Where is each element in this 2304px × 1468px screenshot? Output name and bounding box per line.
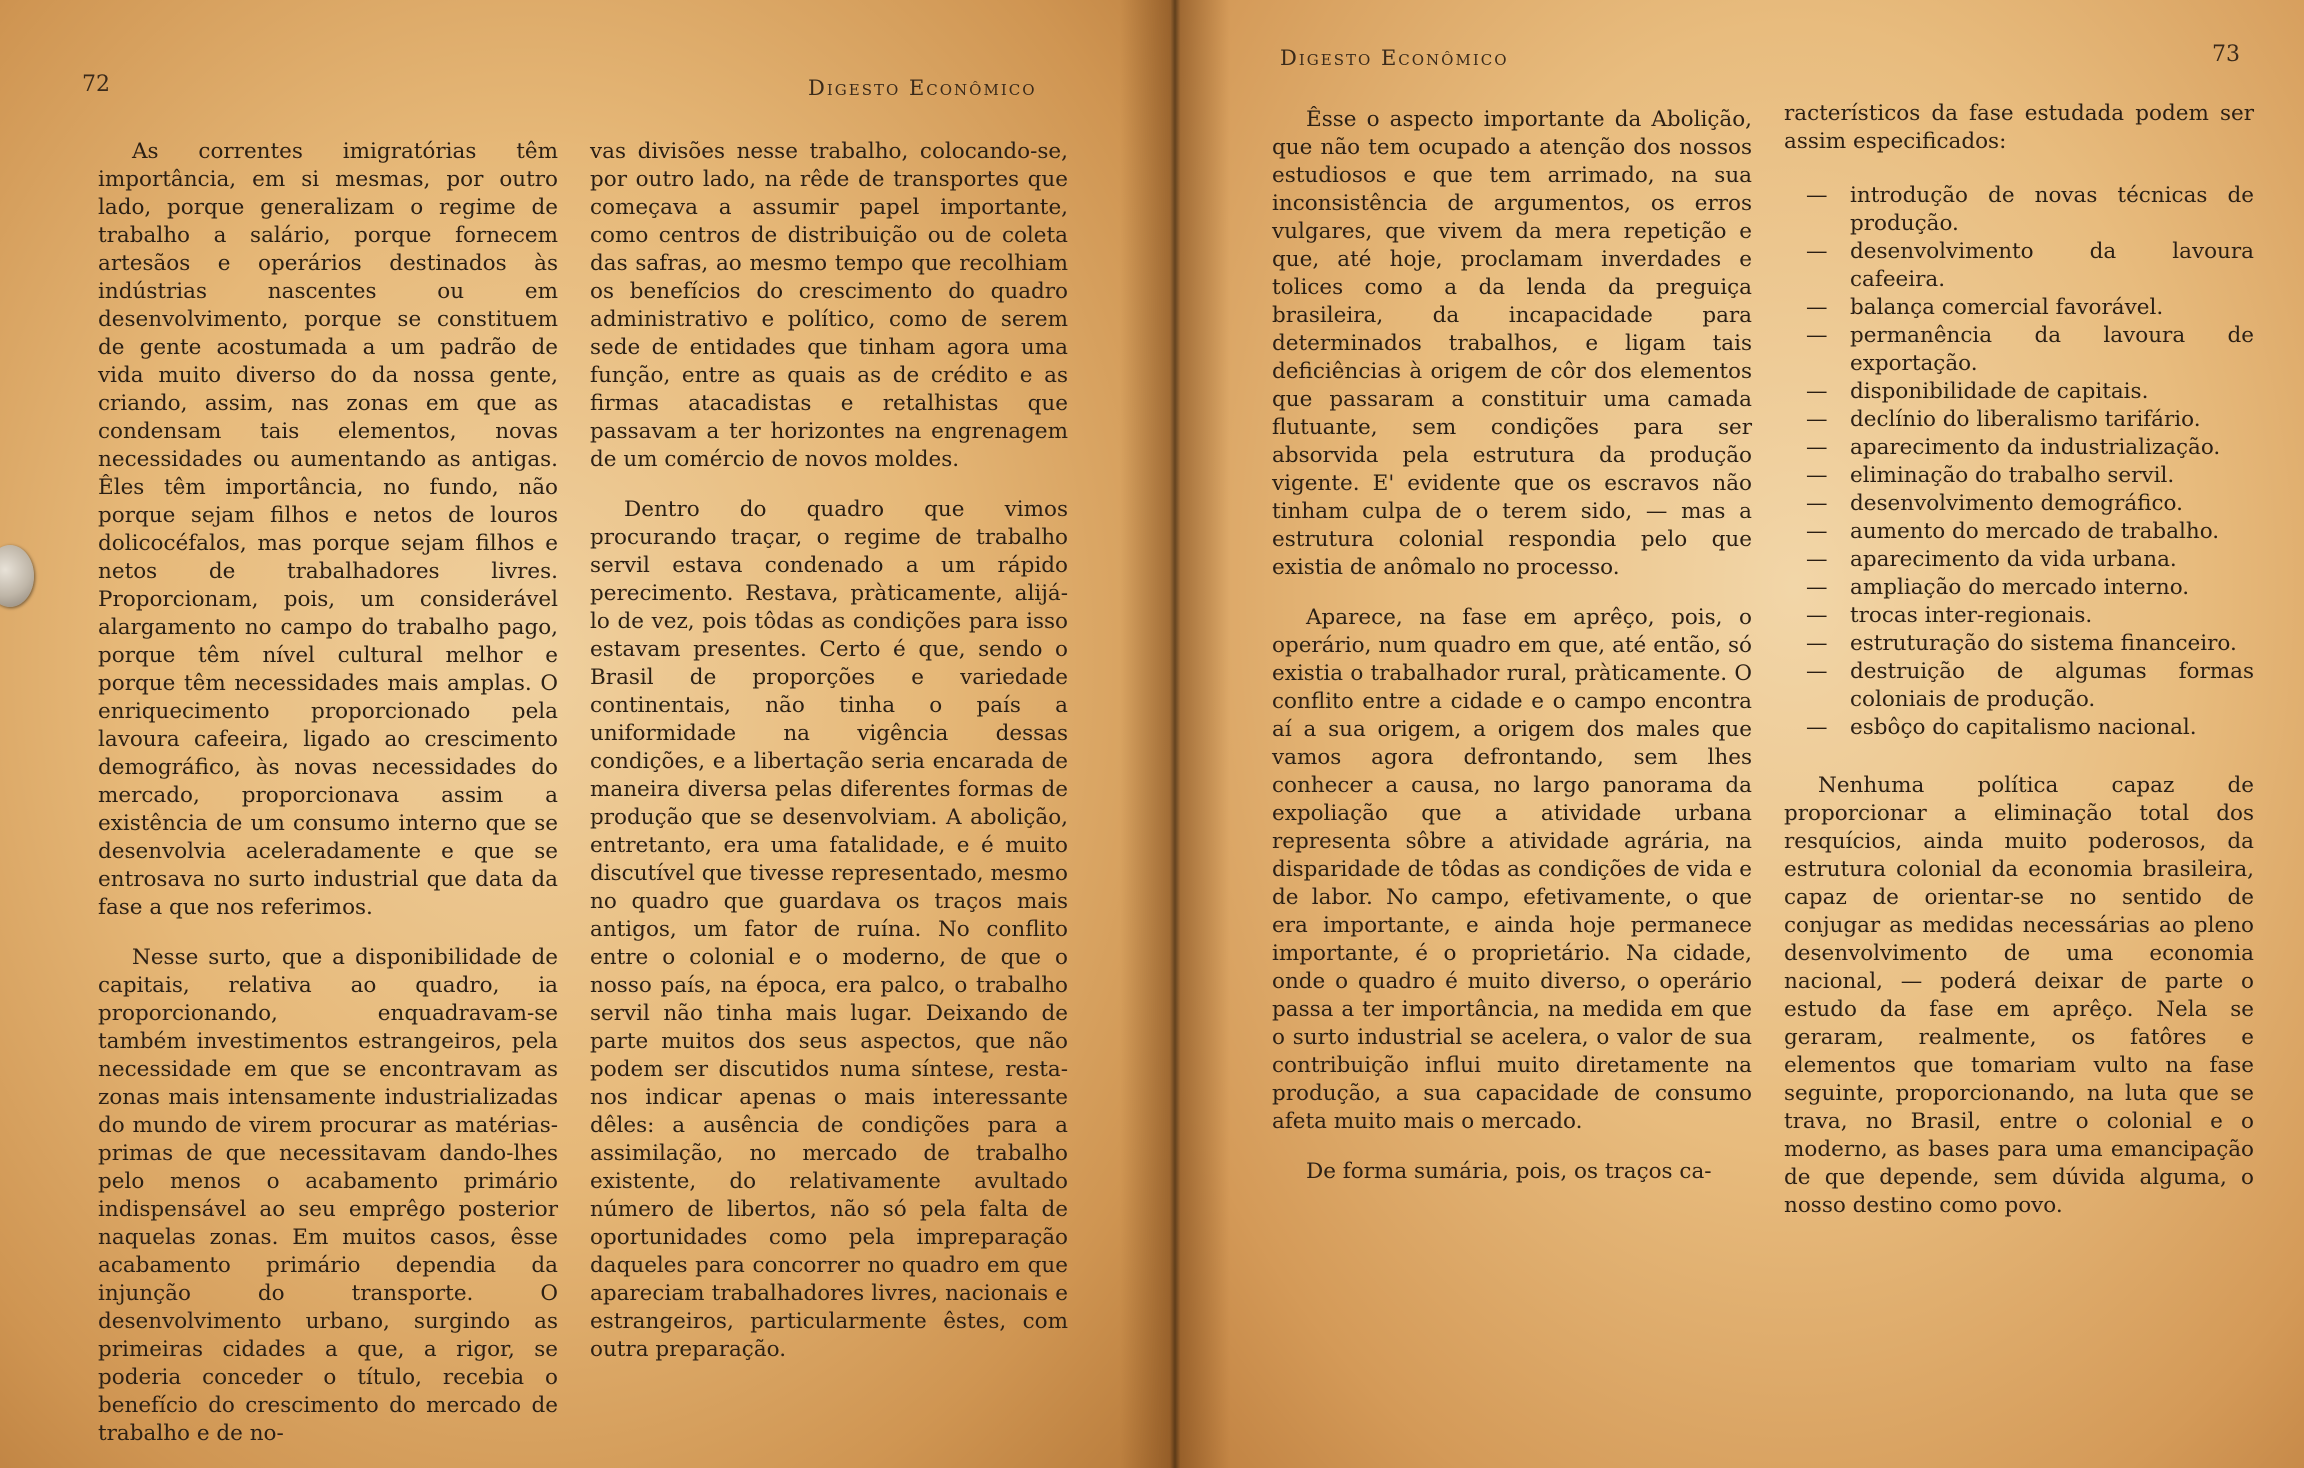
list-item: — introdução de novas técnicas de produção. [1784,182,2254,238]
list-item: — aparecimento da industrialização. [1784,434,2254,462]
paragraph: De forma sumária, pois, os traços ca- [1306,1159,1712,1184]
staple-icon [0,545,34,607]
list-item: — trocas inter-regionais. [1784,602,2254,630]
list-item: — balança comercial favorável. [1784,294,2254,322]
paragraph: vas divisões nesse trabalho, colocando-se, por outro lado, na rêde de transportes que começava a assumir papel importante, como centros de distribuição ou de coleta das safras, ao mesmo tempo que recolhiam os benefícios do crescimento do quadro administrativo e político, como de serem sede de entidades que tinham agora uma função, entre as quais as de crédito e as firmas atacadistas e retalhistas que passavam a ter horizontes na engrenagem de um comércio de novos moldes. [590,139,1068,472]
left-page-number: 72 [82,72,110,97]
characteristics-list [1784,182,2254,742]
paragraph: Aparece, na fase em aprêço, pois, o operário, num quadro em que, até então, só existia o trabalhador rural, pràticamente. O conflito entre a cidade e o campo encontra aí a sua origem, a origem dos males que vamos agora defrontando, sem lhes conhecer a causa, no largo panorama da expoliação que a atividade urbana representa sôbre a atividade agrária, na disparidade de tôdas as condições de vida e de labor. No campo, efetivamente, o que era importante, e ainda hoje permanece importante, é o proprietário. Na cidade, onde o quadro é muito diverso, o operário passa a ter importância, na medida em que o surto industrial se acelera, o valor de sua contribuição influi muito diretamente na produção, a sua capacidade de consumo afeta muito mais o mercado. [1272,605,1752,1134]
list-item: — aumento do mercado de trabalho. [1784,518,2254,546]
list-item: — declínio do liberalismo tarifário. [1784,406,2254,434]
list-item: — disponibilidade de capitais. [1784,378,2254,406]
paragraph: Nenhuma política capaz de proporcionar a eliminação total dos resquícios, ainda muito poderosos, da estrutura colonial da economia brasileira, capaz de orientar-se no sentido de conjugar as medidas necessárias ao pleno desenvolvimento de uma economia nacional, — poderá deixar de parte o estudo da fase em aprêço. Nela se geraram, realmente, os fatôres e elementos que tomariam vulto na fase seguinte, proporcionando, na luta que se trava, no Brasil, entre o colonial e o moderno, as bases para uma emancipação de que depende, sem dúvida alguma, o nosso destino como povo. [1784,773,2254,1218]
paragraph: Êsse o aspecto importante da Abolição, que não tem ocupado a atenção dos nossos estudiosos e que tem arrimado, na sua inconsistência de argumentos, os erros vulgares, que vivem da mera repetição e que, até hoje, proclamam inverdades e tolices como a da lenda da preguiça brasileira, da incapacidade para determinados trabalhos, e ligam tais deficiências à origem de côr dos elementos que passaram a constituir uma camada flutuante, sem condições para ser absorvida pela estrutura da produção vigente. E' evidente que os escravos não tinham culpa de o terem sido, — mas a estrutura colonial respondia pelo que existia de anômalo no processo. [1272,107,1752,580]
list-item: — permanência da lavoura de exportação. [1784,322,2254,378]
left-column-1 [98,138,558,1448]
list-item: — aparecimento da vida urbana. [1784,546,2254,574]
left-running-head: Digesto Econômico [808,76,1037,100]
right-column-2 [1784,100,2254,1220]
paragraph: Dentro do quadro que vimos procurando traçar, o regime de trabalho servil estava condenado a um rápido perecimento. Restava, pràticamente, alijá-lo de vez, pois tôdas as condições para isso estavam presentes. Certo é que, sendo o Brasil de proporções e variedade continentais, não tinha o país a uniformidade na vigência dessas condições, e a libertação seria encarada de maneira diversa pelas diferentes formas de produção que se desenvolviam. A abolição, entretanto, era uma fatalidade, e é muito discutível que tivesse representado, mesmo no quadro que guardava os traços mais antigos, um fator de ruína. No conflito entre o colonial e o moderno, de que o nosso país, na época, era palco, o trabalho servil não tinha mais lugar. Deixando de parte muitos dos seus aspectos, que não podem ser discutidos numa síntese, resta-nos indicar apenas o mais interessante dêles: a ausência de condições para a assimilação, no mercado de trabalho existente, do relativamente avultado número de libertos, não só pela falta de oportunidades como pela impreparação daqueles para concorrer no quadro em que apareciam trabalhadores livres, nacionais e estrangeiros, particularmente êstes, com outra preparação. [590,497,1068,1362]
right-running-head: Digesto Econômico [1280,46,1509,70]
list-item: — destruição de algumas formas coloniais de produção. [1784,658,2254,714]
list-item: — eliminação do trabalho servil. [1784,462,2254,490]
list-item: — desenvolvimento demográfico. [1784,490,2254,518]
right-column-1 [1272,106,1752,1186]
left-column-2 [590,138,1068,1364]
book-gutter [1120,0,1230,1468]
right-page-number: 73 [2212,42,2240,67]
list-item: — estruturação do sistema financeiro. [1784,630,2254,658]
list-item: — esbôço do capitalismo nacional. [1784,714,2254,742]
paragraph: Nesse surto, que a disponibilidade de capitais, relativa ao quadro, ia proporcionando, enquadravam-se também investimentos estrangeiros, pela necessidade em que se encontravam as zonas mais intensamente industrializadas do mundo de virem procurar as matérias-primas de que necessitavam dando-lhes pelo menos o acabamento primário indispensável ao seu emprêgo posterior naquelas zonas. Em muitos casos, êsse acabamento primário dependia da injunção do transporte. O desenvolvimento urbano, surgindo as primeiras cidades a que, a rigor, se poderia conceder o título, recebia o benefício do crescimento do mercado de trabalho e de no- [98,945,558,1446]
list-item: — desenvolvimento da lavoura cafeeira. [1784,238,2254,294]
paragraph: racterísticos da fase estudada podem ser assim especificados: [1784,101,2254,154]
list-item: — ampliação do mercado interno. [1784,574,2254,602]
paragraph: As correntes imigratórias têm importância, em si mesmas, por outro lado, porque generalizam o regime de trabalho a salário, porque fornecem artesãos e operários destinados às indústrias nascentes ou em desenvolvimento, porque se constituem de gente acostumada a um padrão de vida muito diverso do da nossa gente, criando, assim, nas zonas em que as condensam tais elementos, novas necessidades ou aumentando as antigas. Êles têm importância, no fundo, não porque sejam filhos e netos de louros dolicocéfalos, mas porque sejam filhos e netos de trabalhadores livres. Proporcionam, pois, um considerável alargamento no campo do trabalho pago, porque têm nível cultural melhor e porque têm necessidades mais amplas. O enriquecimento proporcionado pela lavoura cafeeira, ligado ao crescimento demográfico, às novas necessidades do mercado, proporcionava assim a existência de um consumo interno que se desenvolvia aceleradamente e que se entrosava no surto industrial que data da fase a que nos referimos. [98,139,558,920]
right-page [1170,0,2304,1468]
